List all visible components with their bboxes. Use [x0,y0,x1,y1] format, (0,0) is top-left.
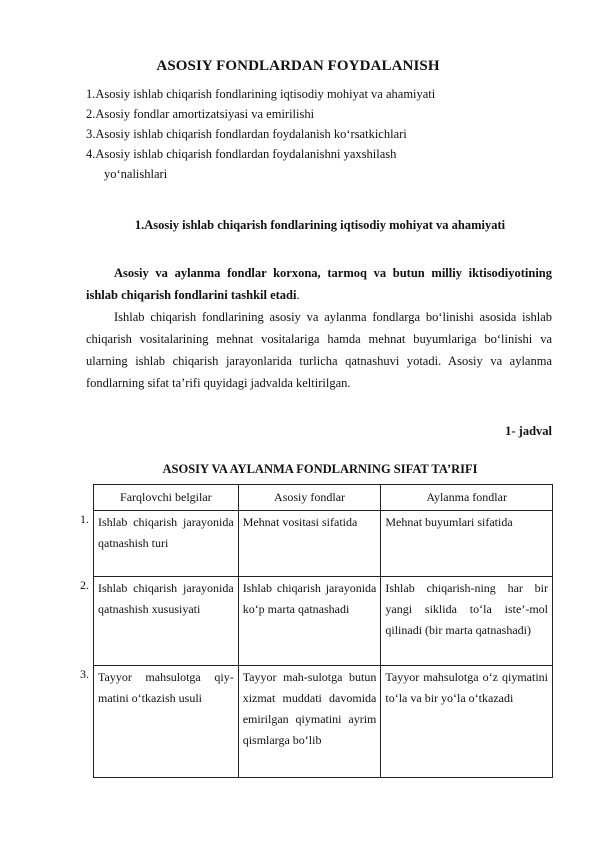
cell-feature: Ishlab chiqarish jarayonida qatnashish turi [94,511,239,577]
body-paragraph: Ishlab chiqarish fondlarining asosiy va aylanma fondlarga bo‘linishi asosida ishlab chiqarish vositalarining mehnat vositalariga hamda mehnat buyumlariga bo‘linishi va ularning ishlab chiqarish jarayonlarida turlicha qatnashuvi yotadi. Asosiy va aylanma fondlarning sifat ta’rifi quyidagi jadvalda keltirilgan. [86,310,552,390]
table-row [94,511,553,577]
intro-period: . [296,288,300,302]
cell-feature: Tayyor mahsulotga qiy-matini o‘tkazish usuli [94,666,239,778]
cell-fixed: Ishlab chiqarish jarayonida ko‘p marta qatnashadi [238,577,381,666]
table-title: ASOSIY VA AYLANMA FONDLARNING SIFAT TA’RIFI [162,462,478,476]
intro-bold-text: Asosiy va aylanma fondlar korxona, tarmoq va butun milliy iktisodiyotining ishlab chiqarish fondlarini tashkil etadi [86,266,552,302]
cell-fixed: Tayyor mah-sulotga butun xizmat muddati davomida emirilgan qiymatini ayrim qismlarga bo‘lib [238,666,381,778]
toc-item-continuation: yo‘nalishlari [104,167,168,181]
toc-item: 4.Asosiy ishlab chiqarish fondlardan foydalanishni yaxshilash [86,147,397,161]
cell-current: Ishlab chiqarish-ning har bir yangi siklida to‘la iste’-mol qilinadi (bir marta qatnashadi) [381,577,553,666]
header-features: Farqlovchi belgilar [94,485,239,511]
document-title: ASOSIY FONDLARDAN FOYDALANISH [156,58,440,74]
row-number: 1. [80,512,89,526]
cell-current: Tayyor mahsulotga o‘z qiymatini to‘la va bir yo‘la o‘tkazadi [381,666,553,778]
cell-feature: Ishlab chiqarish jarayonida qatnashish xususiyati [94,577,239,666]
toc-item: 1.Asosiy ishlab chiqarish fondlarining iqtisodiy mohiyat va ahamiyati [86,87,436,101]
section-heading: 1.Asosiy ishlab chiqarish fondlarining iqtisodiy mohiyat va ahamiyati [134,218,506,232]
header-fixed-assets: Asosiy fondlar [238,485,381,511]
intro-paragraph [86,262,552,306]
header-current-assets: Aylanma fondlar [381,485,553,511]
table-row [94,577,553,666]
toc-item: 2.Asosiy fondlar amortizatsiyasi va emirilishi [86,107,315,121]
table-row [94,666,553,778]
row-number: 3. [80,667,89,681]
toc-item: 3.Asosiy ishlab chiqarish fondlardan foydalanish ko‘rsatkichlari [86,127,407,141]
table-number: 1- jadval [505,424,552,438]
cell-current: Mehnat buyumlari sifatida [381,511,553,577]
table-header-row [94,485,553,511]
cell-fixed: Mehnat vositasi sifatida [238,511,381,577]
comparison-table [93,484,553,778]
table-of-contents [86,84,435,184]
row-number: 2. [80,578,89,592]
